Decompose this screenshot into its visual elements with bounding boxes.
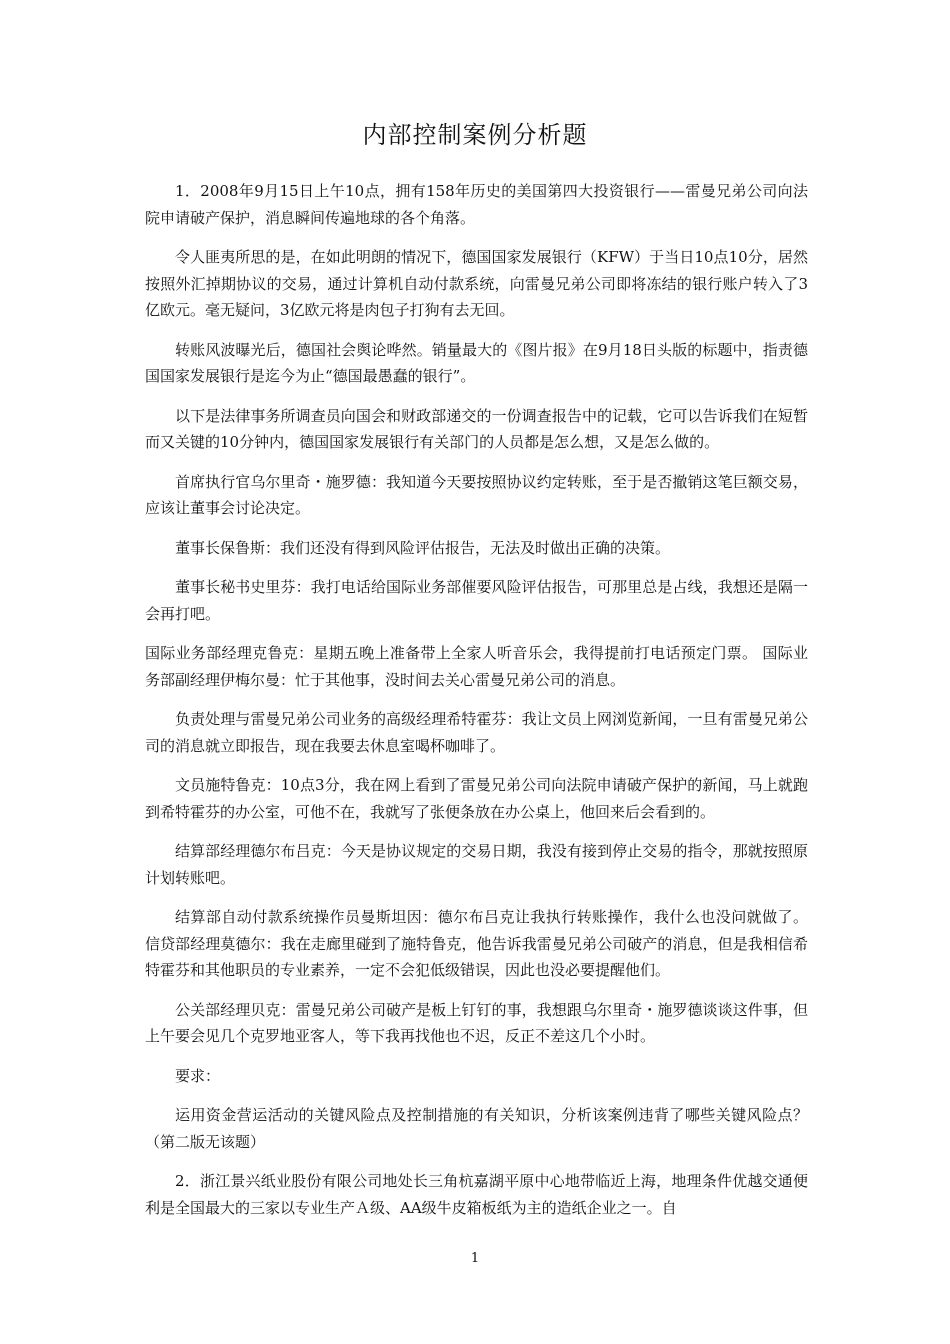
page-title: 内部控制案例分析题 (362, 121, 588, 149)
paragraph-12: 结算部自动付款系统操作员曼斯坦因：德尔布吕克让我执行转账操作，我什么也没问就做了。 信贷部经理莫德尔：我在走廊里碰到了施特鲁克，他告诉我雷曼兄弟公司破产的消息，但是我相信希特霍芬和其他职员的专业素养，一定不会犯低级错误，因此也没必要提醒他们。 (145, 908, 808, 979)
paragraph-8: 国际业务部经理克鲁克：星期五晚上准备带上全家人听音乐会，我得提前打电话预定门票。 国际业务部副经理伊梅尔曼：忙于其他事，没时间去关心雷曼兄弟公司的消息。 (145, 644, 808, 689)
paragraph-10: 文员施特鲁克：10点3分，我在网上看到了雷曼兄弟公司向法院申请破产保护的新闻，马上就跑到希特霍芬的办公室，可他不在，我就写了张便条放在办公桌上，他回来后会看到的。 (145, 776, 808, 821)
paragraph-11: 结算部经理德尔布吕克：今天是协议规定的交易日期，我没有接到停止交易的指令，那就按照原计划转账吧。 (145, 842, 808, 887)
paragraph-13: 公关部经理贝克：雷曼兄弟公司破产是板上钉钉的事，我想跟乌尔里奇・施罗德谈谈这件事，但上午要会见几个克罗地亚客人，等下我再找他也不迟，反正不差这几个小时。 (145, 1000, 808, 1045)
paragraph-3: 转账风波曝光后，德国社会舆论哗然。销量最大的《图片报》在9月18日头版的标题中，指责德国国家发展银行是迄今为止“德国最愚蠢的银行”。 (145, 340, 808, 385)
paragraph-2: 令人匪夷所思的是，在如此明朗的情况下，德国国家发展银行（KFW）于当日10点10分，居然按照外汇掉期协议的交易，通过计算机自动付款系统，向雷曼兄弟公司即将冻结的银行账户转入了3亿欧元。毫无疑问，3亿欧元将是肉包子打狗有去无回。 (145, 248, 808, 319)
paragraph-6: 董事长保鲁斯：我们还没有得到风险评估报告，无法及时做出正确的决策。 (175, 538, 671, 557)
page-number: 1 (470, 1251, 480, 1266)
paragraph-4: 以下是法律事务所调查员向国会和财政部递交的一份调查报告中的记载，它可以告诉我们在短暂而又关键的10分钟内，德国国家发展银行有关部门的人员都是怎么想，又是怎么做的。 (145, 406, 808, 451)
paragraph-14: 要求： (175, 1066, 221, 1085)
document-body (145, 178, 808, 1234)
paragraph-7: 董事长秘书史里芬：我打电话给国际业务部催要风险评估报告，可那里总是占线，我想还是隔一会再打吧。 (145, 578, 808, 623)
paragraph-1: 1．2008年9月15日上午10点，拥有158年历史的美国第四大投资银行——雷曼兄弟公司向法院申请破产保护，消息瞬间传遍地球的各个角落。 (145, 182, 808, 227)
paragraph-16: 2．浙江景兴纸业股份有限公司地处长三角杭嘉湖平原中心地带临近上海，地理条件优越交通便利是全国最大的三家以专业生产Ａ级、AA级牛皮箱板纸为主的造纸企业之一。自 (145, 1172, 808, 1217)
paragraph-5: 首席执行官乌尔里奇・施罗德：我知道今天要按照协议约定转账，至于是否撤销这笔巨额交易，应该让董事会讨论决定。 (145, 472, 808, 517)
paragraph-9: 负责处理与雷曼兄弟公司业务的高级经理希特霍芬：我让文员上网浏览新闻，一旦有雷曼兄弟公司的消息就立即报告，现在我要去休息室喝杯咖啡了。 (145, 710, 808, 755)
paragraph-15: 运用资金营运活动的关键风险点及控制措施的有关知识，分析该案例违背了哪些关键风险点？（第二版无该题） (145, 1106, 808, 1151)
